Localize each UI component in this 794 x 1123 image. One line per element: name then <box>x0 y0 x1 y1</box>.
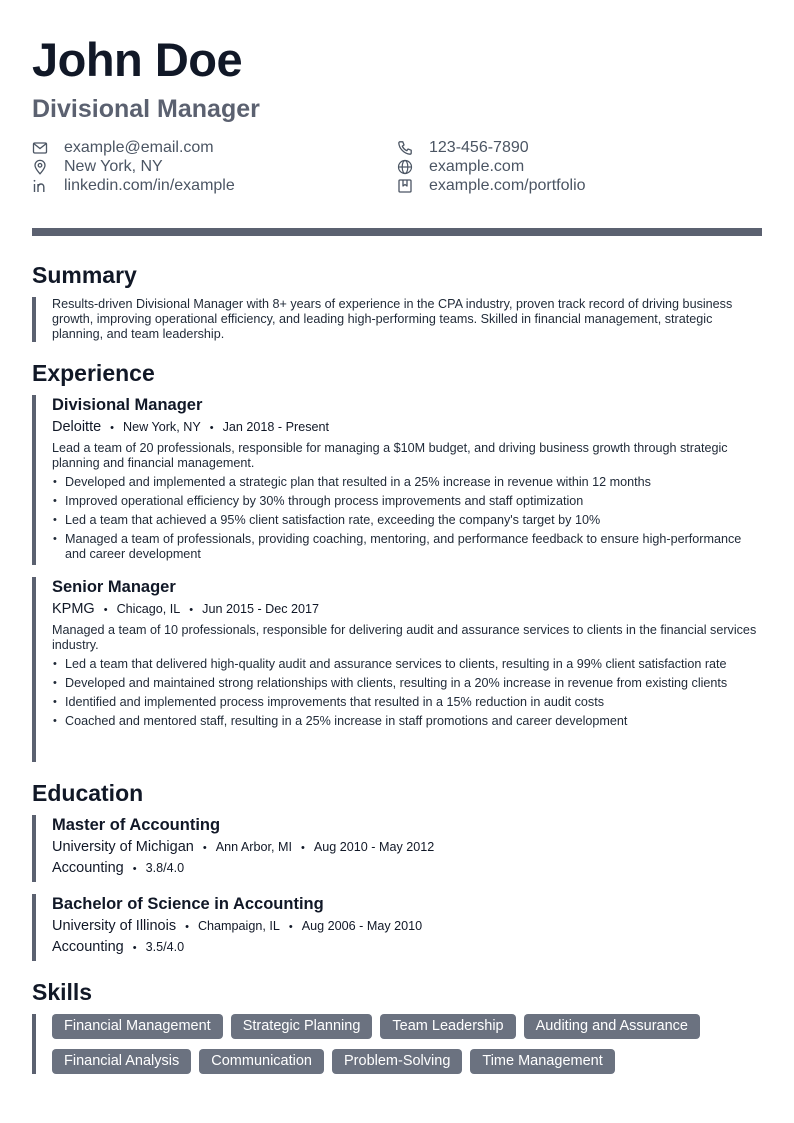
list-item: • Managed a team of professionals, providing coaching, mentoring, and performance feedback to ensure high-performance and career development <box>52 532 762 562</box>
skills-heading: Skills <box>32 979 93 1005</box>
map-pin-icon <box>32 159 48 175</box>
skill-tag: Financial Management <box>52 1014 223 1039</box>
globe-icon <box>397 159 413 175</box>
contact-location <box>32 157 163 176</box>
job-location: New York, NY <box>123 420 201 434</box>
company-name: KPMG <box>52 601 95 617</box>
separator-dot: • <box>132 863 137 875</box>
contact-portfolio[interactable] <box>397 176 586 195</box>
list-item: • Led a team that delivered high-quality audit and assurance services to clients, resulting in a 99% client satisfaction rate <box>52 657 762 672</box>
website-text: example.com <box>429 157 525 175</box>
list-item: • Developed and implemented a strategic plan that resulted in a 25% increase in revenue within 12 months <box>52 475 762 490</box>
linkedin-icon <box>32 178 48 194</box>
list-item: • Coached and mentored staff, resulting in a 25% increase in staff promotions and career development <box>52 714 762 729</box>
portfolio-text: example.com/portfolio <box>429 176 586 194</box>
education-item <box>32 815 762 882</box>
skill-tags <box>52 1014 762 1074</box>
summary-text: Results-driven Divisional Manager with 8+ years of experience in the CPA industry, proven track record of driving business growth, improving operational efficiency, and leading high-performing teams. Skilled in financial management, strategic planning, and team leadership. <box>52 297 733 341</box>
skill-tag: Financial Analysis <box>52 1049 191 1074</box>
contact-phone[interactable] <box>397 138 529 157</box>
education-item <box>32 894 762 961</box>
summary-block <box>32 297 762 342</box>
job-dates: Jan 2018 - Present <box>222 420 330 434</box>
list-item: • Improved operational efficiency by 30% through process improvements and staff optimization <box>52 494 762 509</box>
skill-tag: Problem-Solving <box>332 1049 462 1074</box>
header-divider <box>32 228 762 236</box>
linkedin-text: linkedin.com/in/example <box>64 176 235 194</box>
bookmark-icon <box>397 178 413 194</box>
phone-icon <box>397 140 413 156</box>
education-dates: Aug 2006 - May 2010 <box>301 919 423 933</box>
separator-dot: • <box>288 921 293 933</box>
separator-dot: • <box>301 842 305 854</box>
job-title: Divisional Manager <box>52 396 203 414</box>
contact-website[interactable] <box>397 157 524 176</box>
experience-heading: Experience <box>32 360 155 386</box>
job-bullets <box>52 657 762 729</box>
list-item: • Identified and implemented process improvements that resulted in a 15% reduction in audit costs <box>52 695 762 710</box>
phone-text: 123-456-7890 <box>429 138 529 156</box>
separator-dot: • <box>132 942 137 954</box>
separator-dot: • <box>103 604 108 616</box>
field-of-study: Accounting <box>52 939 124 955</box>
job-location: Chicago, IL <box>116 602 181 616</box>
education-meta <box>52 917 762 935</box>
list-item: • Led a team that achieved a 95% client satisfaction rate, exceeding the company's target by 10% <box>52 513 762 528</box>
education-meta <box>52 838 762 856</box>
list-item: • Developed and maintained strong relationships with clients, resulting in a 20% increase in revenue from existing clients <box>52 676 762 691</box>
education-heading: Education <box>32 780 144 806</box>
skill-tag: Time Management <box>470 1049 614 1074</box>
field-of-study: Accounting <box>52 860 124 876</box>
education-field <box>52 938 762 956</box>
education-dates: Aug 2010 - May 2012 <box>313 840 435 854</box>
job-title: Senior Manager <box>52 578 176 596</box>
email-text: example@email.com <box>64 138 214 156</box>
mail-icon <box>32 140 48 156</box>
school-location: Champaign, IL <box>197 919 280 933</box>
job-dates: Jun 2015 - Dec 2017 <box>202 602 320 616</box>
experience-item <box>32 395 762 565</box>
contact-linkedin[interactable] <box>32 176 235 195</box>
separator-dot: • <box>185 921 189 933</box>
experience-item <box>32 577 762 762</box>
skill-tag: Communication <box>199 1049 324 1074</box>
school-location: Ann Arbor, MI <box>215 840 292 854</box>
skills-block <box>32 1014 762 1074</box>
separator-dot: • <box>189 604 194 616</box>
gpa: 3.8/4.0 <box>145 861 185 875</box>
school-name: University of Illinois <box>52 918 177 934</box>
job-meta <box>52 600 762 618</box>
contact-email[interactable] <box>32 138 214 157</box>
skill-tag: Team Leadership <box>380 1014 515 1039</box>
school-name: University of Michigan <box>52 839 194 855</box>
candidate-name: John Doe <box>32 33 243 86</box>
job-meta <box>52 418 762 436</box>
candidate-role: Divisional Manager <box>32 95 260 123</box>
job-description: Managed a team of 10 professionals, responsible for delivering audit and assurance services to clients in the financial services industry. <box>52 623 757 652</box>
education-field <box>52 859 762 877</box>
separator-dot: • <box>209 422 214 434</box>
gpa: 3.5/4.0 <box>145 940 185 954</box>
summary-heading: Summary <box>32 262 137 288</box>
job-description: Lead a team of 20 professionals, responsible for managing a $10M budget, and driving business growth through strategic planning and financial management. <box>52 441 728 470</box>
degree-title: Master of Accounting <box>52 816 221 834</box>
job-bullets <box>52 475 762 562</box>
separator-dot: • <box>202 842 207 854</box>
skill-tag: Strategic Planning <box>231 1014 373 1039</box>
company-name: Deloitte <box>52 419 102 435</box>
degree-title: Bachelor of Science in Accounting <box>52 895 324 913</box>
location-text: New York, NY <box>64 157 163 175</box>
separator-dot: • <box>110 422 115 434</box>
skill-tag: Auditing and Assurance <box>524 1014 700 1039</box>
